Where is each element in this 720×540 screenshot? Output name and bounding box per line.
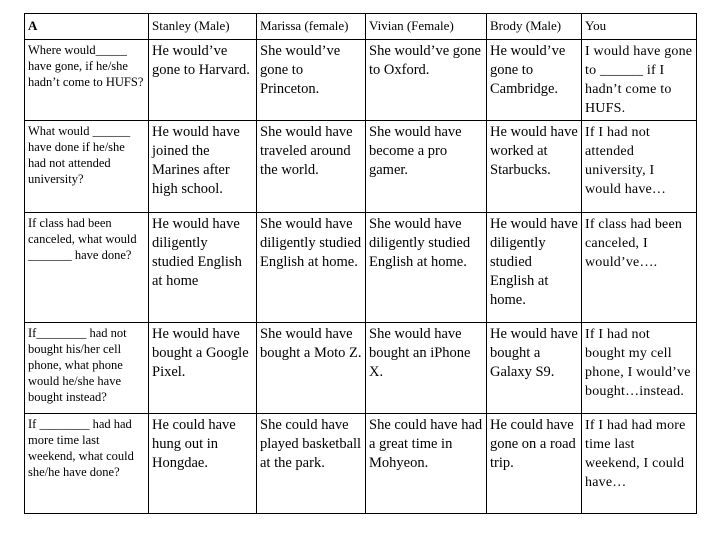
answer-cell-stanley: He could have hung out in Hongdae. xyxy=(149,414,257,514)
answer-cell-brody: He could have gone on a road trip. xyxy=(487,414,582,514)
table-row xyxy=(25,121,697,213)
answer-cell-vivian: She would’ve gone to Oxford. xyxy=(366,40,487,121)
table-row xyxy=(25,40,697,121)
table-row xyxy=(25,323,697,414)
answer-cell-marissa: She would have diligently studied English at home. xyxy=(257,213,366,323)
answer-cell-you: I would have gone to ______ if I hadn’t come to HUFS. xyxy=(582,40,697,121)
question-cell: If ________ had had more time last weekend, what could she/he have done? xyxy=(25,414,149,514)
answer-cell-you: If I had had more time last weekend, I could have… xyxy=(582,414,697,514)
table-row xyxy=(25,213,697,323)
answer-cell-you: If I had not attended university, I would have… xyxy=(582,121,697,213)
answer-cell-vivian: She would have become a pro gamer. xyxy=(366,121,487,213)
answer-cell-vivian: She could have had a great time in Mohyeon. xyxy=(366,414,487,514)
header-row xyxy=(25,14,697,40)
answer-cell-marissa: She would have bought a Moto Z. xyxy=(257,323,366,414)
answer-cell-stanley: He would’ve gone to Harvard. xyxy=(149,40,257,121)
answer-cell-brody: He would have bought a Galaxy S9. xyxy=(487,323,582,414)
question-cell: What would ______ have done if he/she had not attended university? xyxy=(25,121,149,213)
answer-cell-marissa: She could have played basketball at the park. xyxy=(257,414,366,514)
answer-cell-stanley: He would have joined the Marines after high school. xyxy=(149,121,257,213)
answer-cell-brody: He would’ve gone to Cambridge. xyxy=(487,40,582,121)
answer-cell-stanley: He would have bought a Google Pixel. xyxy=(149,323,257,414)
header-marissa: Marissa (female) xyxy=(257,14,366,40)
answer-cell-brody: He would have diligently studied English at home. xyxy=(487,213,582,323)
answer-cell-vivian: She would have diligently studied English at home. xyxy=(366,213,487,323)
answer-cell-vivian: She would have bought an iPhone X. xyxy=(366,323,487,414)
answer-cell-brody: He would have worked at Starbucks. xyxy=(487,121,582,213)
comparison-table xyxy=(24,13,697,514)
answer-cell-stanley: He would have diligently studied English at home xyxy=(149,213,257,323)
question-cell: If________ had not bought his/her cell phone, what phone would he/she have bought instead? xyxy=(25,323,149,414)
answer-cell-you: If class had been canceled, I would’ve…. xyxy=(582,213,697,323)
header-you: You xyxy=(582,14,697,40)
table-row xyxy=(25,414,697,514)
header-brody: Brody (Male) xyxy=(487,14,582,40)
answer-cell-marissa: She would’ve gone to Princeton. xyxy=(257,40,366,121)
header-vivian: Vivian (Female) xyxy=(366,14,487,40)
corner-label: A xyxy=(25,14,149,40)
answer-cell-marissa: She would have traveled around the world. xyxy=(257,121,366,213)
answer-cell-you: If I had not bought my cell phone, I would’ve bought…instead. xyxy=(582,323,697,414)
question-cell: If class had been canceled, what would _______ have done? xyxy=(25,213,149,323)
question-cell: Where would_____ have gone, if he/she hadn’t come to HUFS? xyxy=(25,40,149,121)
header-stanley: Stanley (Male) xyxy=(149,14,257,40)
